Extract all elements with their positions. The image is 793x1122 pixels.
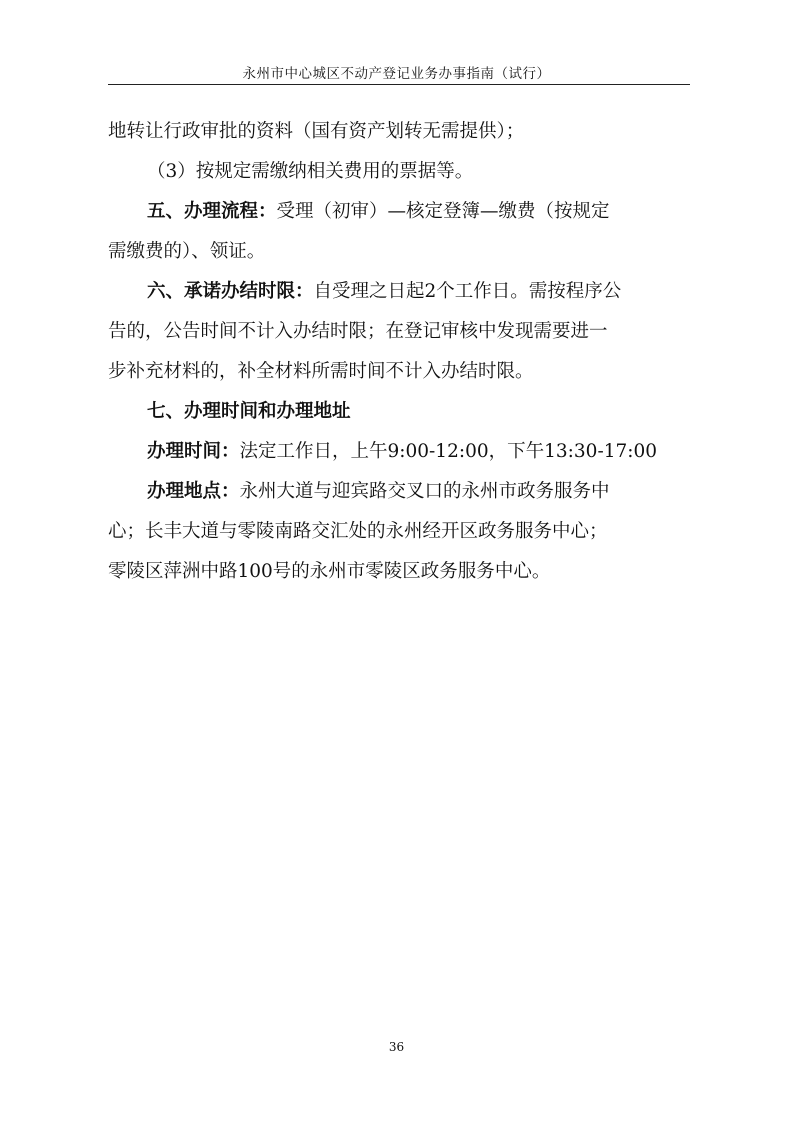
section-six-heading: 六、承诺办结时限： — [147, 281, 314, 302]
office-address-text: 永州大道与迎宾路交叉口的永州市政务服务中 — [239, 481, 610, 502]
paragraph-line: 告的，公告时间不计入办结时限；在登记审核中发现需要进一 — [108, 321, 608, 342]
paragraph-line: （3）按规定需缴纳相关费用的票据等。 — [147, 161, 474, 182]
section-five-heading: 五、办理流程： — [147, 201, 277, 222]
header-title: 永州市中心城区不动产登记业务办事指南（试行） — [242, 66, 551, 82]
section-seven-heading: 七、办理时间和办理地址 — [147, 401, 351, 422]
section-five-text: 受理（初审）—核定登簿—缴费（按规定 — [276, 201, 610, 222]
section-six — [147, 272, 621, 312]
paragraph-line: 地转让行政审批的资料（国有资产划转无需提供）； — [108, 121, 525, 142]
paragraph-line: 步补充材料的，补全材料所需时间不计入办结时限。 — [108, 361, 534, 382]
paragraph-line: 需缴费的）、领证。 — [108, 241, 266, 262]
paragraph-line: 零陵区萍洲中路100号的永州市零陵区政务服务中心。 — [108, 561, 551, 582]
section-five — [147, 192, 610, 232]
office-address — [147, 472, 610, 512]
office-hours — [147, 432, 657, 472]
office-hours-label: 办理时间： — [147, 441, 240, 462]
office-hours-value: 法定工作日，上午9:00-12:00，下午13:30-17:00 — [239, 441, 658, 462]
section-six-text: 自受理之日起2个工作日。需按程序公 — [313, 281, 622, 302]
office-address-label: 办理地点： — [147, 481, 240, 502]
header-rule — [108, 84, 690, 85]
paragraph-line: 心；长丰大道与零陵南路交汇处的永州经开区政务服务中心； — [108, 521, 608, 542]
page-number: 36 — [388, 1040, 405, 1054]
